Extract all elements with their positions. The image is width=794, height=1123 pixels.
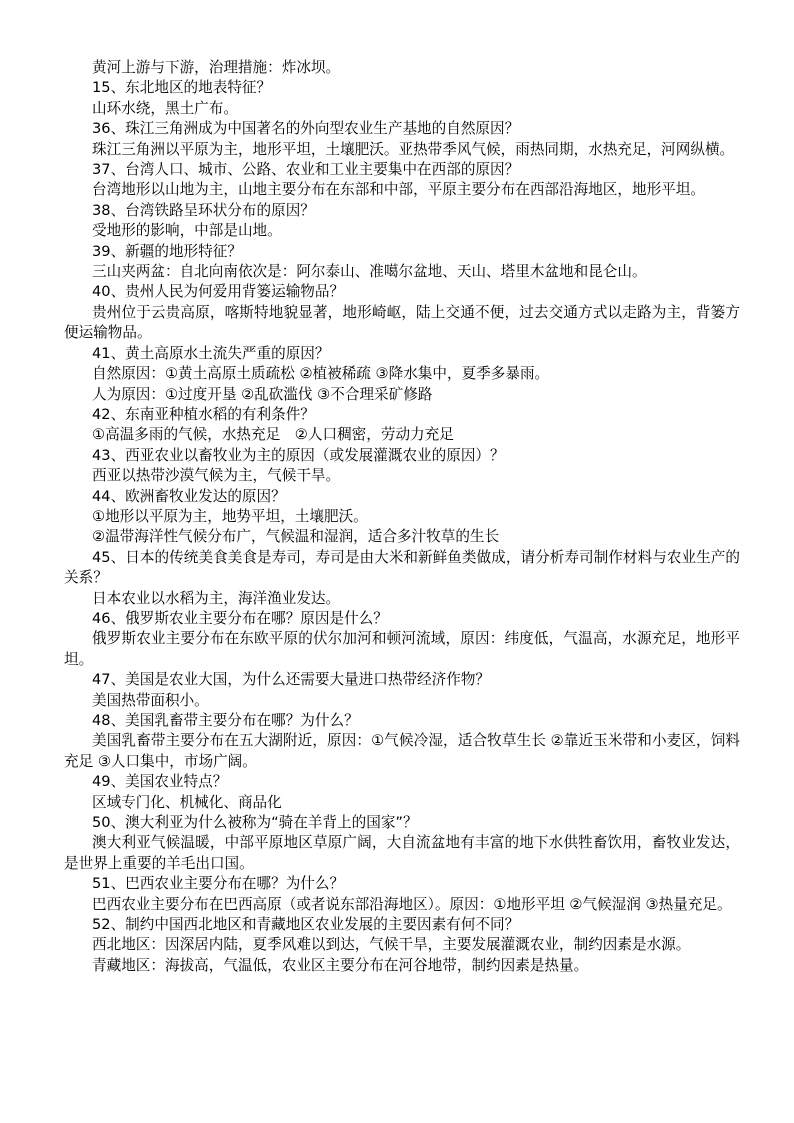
answer-15: 山环水绕，黑土广布。 bbox=[92, 99, 238, 117]
answer-41-natural: 自然原因：①黄土高原土质疏松 ②植被稀疏 ③降水集中，夏季多暴雨。 bbox=[92, 365, 550, 383]
question-51: 51、巴西农业主要分布在哪？为什么？ bbox=[92, 875, 345, 893]
answer-48: 美国乳畜带主要分布在五大湖附近，原因：①气候冷湿，适合牧草生长 ②靠近玉米带和小麦区，饲料充足 ③人口集中，市场广阔。 bbox=[64, 732, 740, 770]
question-45: 45、日本的传统美食美食是寿司，寿司是由大米和新鲜鱼类做成，请分析寿司制作材料与农业生产的关系？ bbox=[64, 548, 740, 587]
question-39: 39、新疆的地形特征？ bbox=[92, 242, 242, 260]
question-38: 38、台湾铁路呈环状分布的原因？ bbox=[92, 201, 315, 219]
answer-47: 美国热带面积小。 bbox=[92, 691, 209, 709]
question-50: 50、澳大利亚为什么被称为“骑在羊背上的国家”？ bbox=[92, 814, 418, 832]
answer-38: 受地形的影响，中部是山地。 bbox=[92, 222, 282, 240]
answer-39: 三山夹两盆：自北向南依次是：阿尔泰山、准噶尔盆地、天山、塔里木盆地和昆仑山。 bbox=[92, 263, 647, 281]
question-48: 48、美国乳畜带主要分布在哪？为什么？ bbox=[92, 712, 359, 729]
answer-line: 黄河上游与下游，治理措施：炸冰坝。 bbox=[92, 59, 341, 76]
answer-44-2: ②温带海洋性气候分布广，气候温和湿润，适合多汁牧草的生长 bbox=[92, 528, 500, 546]
question-52: 52、制约中国西北地区和青藏地区农业发展的主要因素有何不同？ bbox=[92, 916, 520, 934]
answer-51: 巴西农业主要分布在巴西高原（或者说东部沿海地区）。原因：①地形平坦 ②气候湿润 ③热量充足。 bbox=[92, 895, 732, 913]
question-47: 47、美国是农业大国，为什么还需要大量进口热带经济作物？ bbox=[92, 671, 491, 689]
answer-42: ①高温多雨的气候，水热充足 ②人口稠密，劳动力充足 bbox=[92, 426, 454, 444]
question-42: 42、东南亚种植水稻的有利条件？ bbox=[92, 405, 315, 423]
question-36: 36、珠江三角洲成为中国著名的外向型农业生产基地的自然原因？ bbox=[92, 120, 520, 138]
answer-37: 台湾地形以山地为主，山地主要分布在东部和中部，平原主要分布在西部沿海地区，地形平坦。 bbox=[92, 181, 705, 199]
answer-52-tibet: 青藏地区：海拔高，气温低，农业区主要分布在河谷地带，制约因素是热量。 bbox=[92, 956, 589, 974]
answer-36: 珠江三角洲以平原为主，地形平坦，土壤肥沃。亚热带季风气候，雨热同期，水热充足，河网纵横。 bbox=[92, 140, 735, 158]
question-49: 49、美国农业特点？ bbox=[92, 773, 228, 791]
answer-50: 澳大利亚气候温暖，中部平原地区草原广阔，大自流盆地有丰富的地下水供牲畜饮用，畜牧业发达，是世界上重要的羊毛出口国。 bbox=[64, 834, 740, 872]
question-37: 37、台湾人口、城市、公路、农业和工业主要集中在西部的原因？ bbox=[92, 161, 520, 179]
question-40: 40、贵州人民为何爱用背篓运输物品？ bbox=[92, 283, 345, 301]
answer-46: 俄罗斯农业主要分布在东欧平原的伏尔加河和顿河流域，原因：纬度低，气温高，水源充足，地形平坦。 bbox=[64, 630, 740, 668]
document-body bbox=[64, 58, 740, 976]
answer-40: 贵州位于云贵高原，喀斯特地貌显著，地形崎岖，陆上交通不便，过去交通方式以走路为主，背篓方便运输物品。 bbox=[64, 303, 740, 342]
answer-44-1: ①地形以平原为主，地势平坦，土壤肥沃。 bbox=[92, 507, 368, 525]
answer-49: 区域专门化、机械化、商品化 bbox=[92, 793, 282, 811]
question-43: 43、西亚农业以畜牧业为主的原因（或发展灌溉农业的原因）？ bbox=[92, 446, 505, 464]
question-46: 46、俄罗斯农业主要分布在哪？原因是什么？ bbox=[92, 609, 388, 627]
question-15: 15、东北地区的地表特征？ bbox=[92, 79, 272, 97]
question-44: 44、欧洲畜牧业发达的原因？ bbox=[92, 487, 286, 505]
answer-41-human: 人为原因：①过度开垦 ②乱砍滥伐 ③不合理采矿修路 bbox=[92, 385, 433, 403]
answer-43: 西亚以热带沙漠气候为主，气候干旱。 bbox=[92, 467, 341, 485]
answer-52-northwest: 西北地区：因深居内陆，夏季风难以到达，气候干旱，主要发展灌溉农业，制约因素是水源。 bbox=[92, 936, 691, 954]
answer-45: 日本农业以水稻为主，海洋渔业发达。 bbox=[92, 589, 341, 607]
question-41: 41、黄土高原水土流失严重的原因？ bbox=[92, 344, 330, 362]
